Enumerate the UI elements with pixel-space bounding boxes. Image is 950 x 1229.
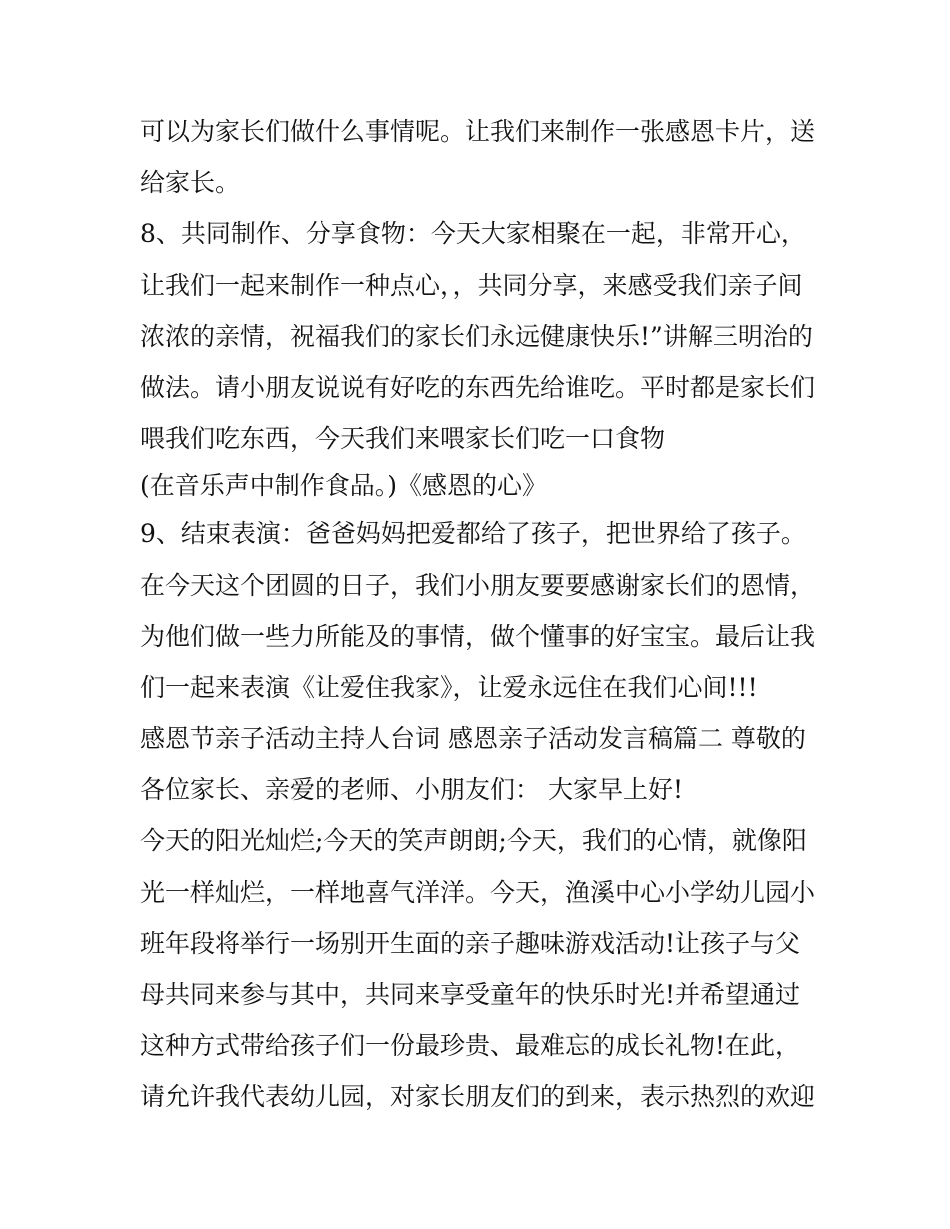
text-line: 班年段将举行一场别开生面的亲子趣味游戏活动!让孩子与父 bbox=[140, 928, 801, 958]
text-line: 给家长。 bbox=[140, 168, 241, 198]
text-line: (在音乐声中制作食品。)《感恩的心》 bbox=[140, 471, 548, 501]
text-line: 们一起来表演《让爱住我家》，让爱永远住在我们心间!!! bbox=[140, 672, 758, 702]
text-line: 9、结束表演：爸爸妈妈把爱都给了孩子，把世界给了孩子。 bbox=[140, 519, 806, 549]
text-line: 喂我们吃东西，今天我们来喂家长们吃一口食物 bbox=[140, 424, 666, 454]
document-body bbox=[140, 106, 830, 1123]
text-line: 母共同来参与其中，共同来享受童年的快乐时光!并希望通过 bbox=[140, 980, 801, 1009]
text-line: 为他们做一些力所能及的事情，做个懂事的好宝宝。最后让我 bbox=[140, 621, 816, 651]
text-line: 8、共同制作、分享食物：今天大家相聚在一起，非常开心， bbox=[140, 219, 806, 249]
text-line: 光一样灿烂，一样地喜气洋洋。今天，渔溪中心小学幼儿园小 bbox=[140, 877, 816, 907]
text-line: 这种方式带给孩子们一份最珍贵、最难忘的成长礼物!在此， bbox=[140, 1031, 801, 1061]
text-line: 感恩节亲子活动主持人台词 感恩亲子活动发言稿篇二 尊敬的 bbox=[140, 724, 806, 754]
text-line: 可以为家长们做什么事情呢。让我们来制作一张感恩卡片，送 bbox=[140, 117, 816, 146]
text-line: 请允许我代表幼儿园，对家长朋友们的到来，表示热烈的欢迎 bbox=[140, 1082, 816, 1112]
text-line: 今天的阳光灿烂;今天的笑声朗朗;今天，我们的心情，就像阳 bbox=[140, 826, 807, 856]
text-line: 做法。请小朋友说说有好吃的东西先给谁吃。平时都是家长们 bbox=[140, 372, 816, 402]
text-line: 各位家长、亲爱的老师、小朋友们： 大家早上好! bbox=[140, 775, 683, 805]
text-line: 在今天这个团圆的日子，我们小朋友要要感谢家长们的恩情， bbox=[140, 570, 816, 600]
text-line: 浓浓的亲情，祝福我们的家长们永远健康快乐!”讲解三明治的 bbox=[140, 321, 813, 351]
text-line: 让我们一起来制作一种点心，，共同分享，来感受我们亲子间 bbox=[140, 270, 803, 300]
